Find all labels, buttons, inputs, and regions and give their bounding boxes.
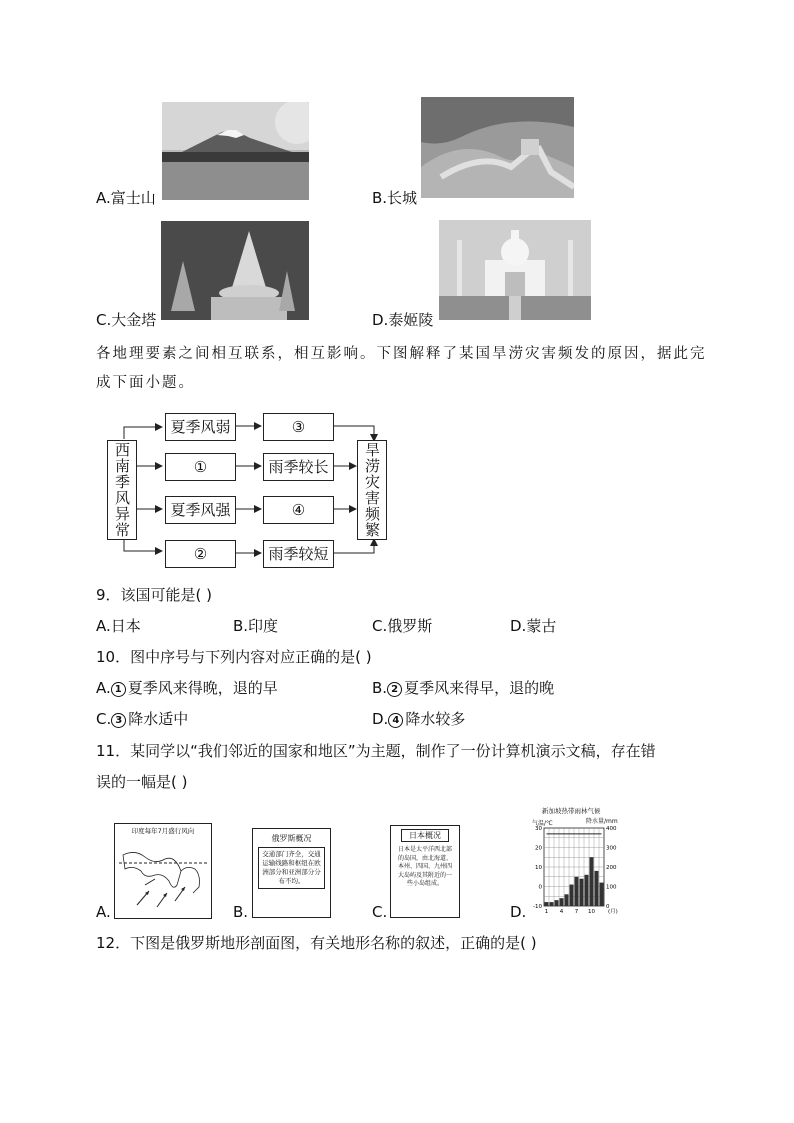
pagoda-photo-frame (161, 221, 309, 320)
precip-tick-label: 400 (606, 826, 617, 832)
precip-bar (565, 894, 569, 906)
flowchart-arrows (100, 405, 400, 575)
great-wall-photo-frame (421, 97, 574, 198)
great-wall-photo (421, 97, 574, 198)
flow-col2-box-2: 雨季较长 (263, 453, 334, 481)
precip-bar (575, 877, 579, 906)
q10-d-prefix: D. (372, 710, 389, 728)
q11-stem-line-2: 误的一幅是( ) (96, 773, 188, 791)
circled-number-3: 3 (111, 713, 126, 728)
precip-bar (585, 875, 589, 906)
taj-mahal-photo (439, 220, 591, 320)
q10-option-c[interactable] (96, 709, 188, 729)
precip-tick-label: 100 (606, 884, 617, 891)
card-a-title: 印度每年7月盛行风向 (131, 827, 195, 835)
q11-card-b-russia (252, 828, 331, 918)
q10-c-text: 降水适中 (128, 710, 189, 728)
card-b-title: 俄罗斯概况 (271, 834, 312, 843)
card-c-body: 日本是太平洋西北部的岛国，由北海道、本州、四国、九州四大岛屿及其附近的一些小岛组成。 (397, 846, 452, 887)
circled-number-4: 4 (388, 713, 403, 728)
precip-tick-label: 300 (606, 845, 617, 852)
q11-option-a[interactable]: A. (96, 903, 111, 921)
q9-option-d[interactable]: D.蒙古 (510, 617, 557, 635)
flow-col1-box-1: 夏季风弱 (165, 413, 236, 441)
q9-option-c[interactable]: C.俄罗斯 (372, 617, 433, 635)
intro-line-2: 成下面小题。 (96, 375, 195, 391)
pagoda-photo (161, 221, 309, 320)
card-b-body: 交通部门齐全，交通运输线路和枢纽在欧洲部分和亚洲部分分布不均。 (258, 847, 325, 889)
precip-axis-label: 降水量/mm (586, 818, 618, 825)
climate-chart (528, 806, 632, 916)
circled-number-2: 2 (387, 682, 402, 697)
precip-bar (590, 857, 594, 906)
q11-card-a-map (114, 823, 212, 919)
climate-chart-title: 新加坡热带雨林气候 (542, 807, 601, 815)
q10-option-d[interactable] (372, 709, 465, 729)
flow-result-box: 旱涝灾害频繁 (357, 440, 387, 540)
temp-tick-label: 10 (535, 865, 542, 871)
india-monsoon-map-icon (115, 835, 211, 919)
q10-option-b[interactable] (372, 678, 554, 698)
flow-col2-box-1: ③ (263, 413, 334, 441)
circled-number-1: 1 (111, 682, 126, 697)
option-c-label: C.大金塔 (96, 311, 157, 329)
precip-bar (570, 885, 574, 906)
flow-cause-box: 西南季风异常 (107, 440, 137, 540)
month-tick-label: 1 (544, 909, 549, 915)
q10-a-prefix: A. (96, 679, 111, 697)
precip-bar (550, 902, 554, 906)
intro-line-1: 各地理要素之间相互联系，相互影响。下图解释了某国旱涝灾害频发的原因，据此完 (96, 346, 707, 362)
precip-tick-label: 200 (606, 865, 617, 871)
flow-col1-box-3: 夏季风强 (165, 496, 236, 524)
q11-option-c[interactable]: C. (372, 903, 388, 921)
month-tick-label: 7 (574, 909, 579, 915)
flow-col1-box-4: ② (165, 540, 236, 568)
option-a-label: A.富士山 (96, 189, 156, 207)
temp-tick-label: -10 (533, 904, 542, 910)
option-b-label: B.长城 (372, 189, 418, 207)
precip-bar (545, 902, 549, 906)
temp-tick-label: 30 (535, 826, 542, 832)
precip-bar (600, 883, 604, 906)
card-c-title: 日本概况 (401, 829, 449, 842)
month-tick-label: 10 (588, 909, 595, 915)
q11-option-b[interactable]: B. (233, 903, 249, 921)
q10-stem: 10．图中序号与下列内容对应正确的是( ) (96, 648, 372, 666)
precip-bar (580, 879, 584, 906)
q11-card-d-climate (528, 806, 632, 916)
flow-col2-box-3: ④ (263, 496, 334, 524)
mountain-lake-photo (162, 102, 309, 200)
month-tick-label: 4 (559, 909, 564, 915)
q9-stem: 9．该国可能是( ) (96, 586, 213, 604)
temp-tick-label: 20 (535, 845, 542, 852)
q11-option-d[interactable]: D. (510, 903, 527, 921)
precip-bar (555, 900, 559, 906)
q10-c-prefix: C. (96, 710, 112, 728)
q11-card-c-japan (390, 825, 460, 918)
option-d-label: D.泰姬陵 (372, 311, 434, 329)
q11-stem-line-1: 11．某同学以“我们邻近的国家和地区”为主题，制作了一份计算机演示文稿，存在错 (96, 742, 656, 760)
q9-option-b[interactable]: B.印度 (233, 617, 279, 635)
q10-a-text: 夏季风来得晚，退的早 (127, 679, 278, 697)
q10-d-text: 降水较多 (405, 710, 466, 728)
q9-option-a[interactable]: A.日本 (96, 617, 141, 635)
fuji-photo (162, 102, 309, 200)
precip-tick-label: 0 (606, 904, 610, 910)
flow-col1-box-2: ① (165, 453, 236, 481)
q10-b-prefix: B. (372, 679, 388, 697)
q10-b-text: 夏季风来得早，退的晚 (404, 679, 555, 697)
taj-photo-frame (439, 220, 591, 320)
precip-bar (595, 871, 599, 906)
temp-axis-label: 气温/℃ (532, 820, 553, 827)
precip-bar (560, 898, 564, 906)
month-unit-label: (月) (608, 909, 618, 915)
q10-option-a[interactable] (96, 678, 278, 698)
flow-col2-box-4: 雨季较短 (263, 540, 334, 568)
q12-stem: 12．下图是俄罗斯地形剖面图，有关地形名称的叙述，正确的是( ) (96, 934, 537, 952)
temp-tick-label: 0 (538, 884, 542, 891)
